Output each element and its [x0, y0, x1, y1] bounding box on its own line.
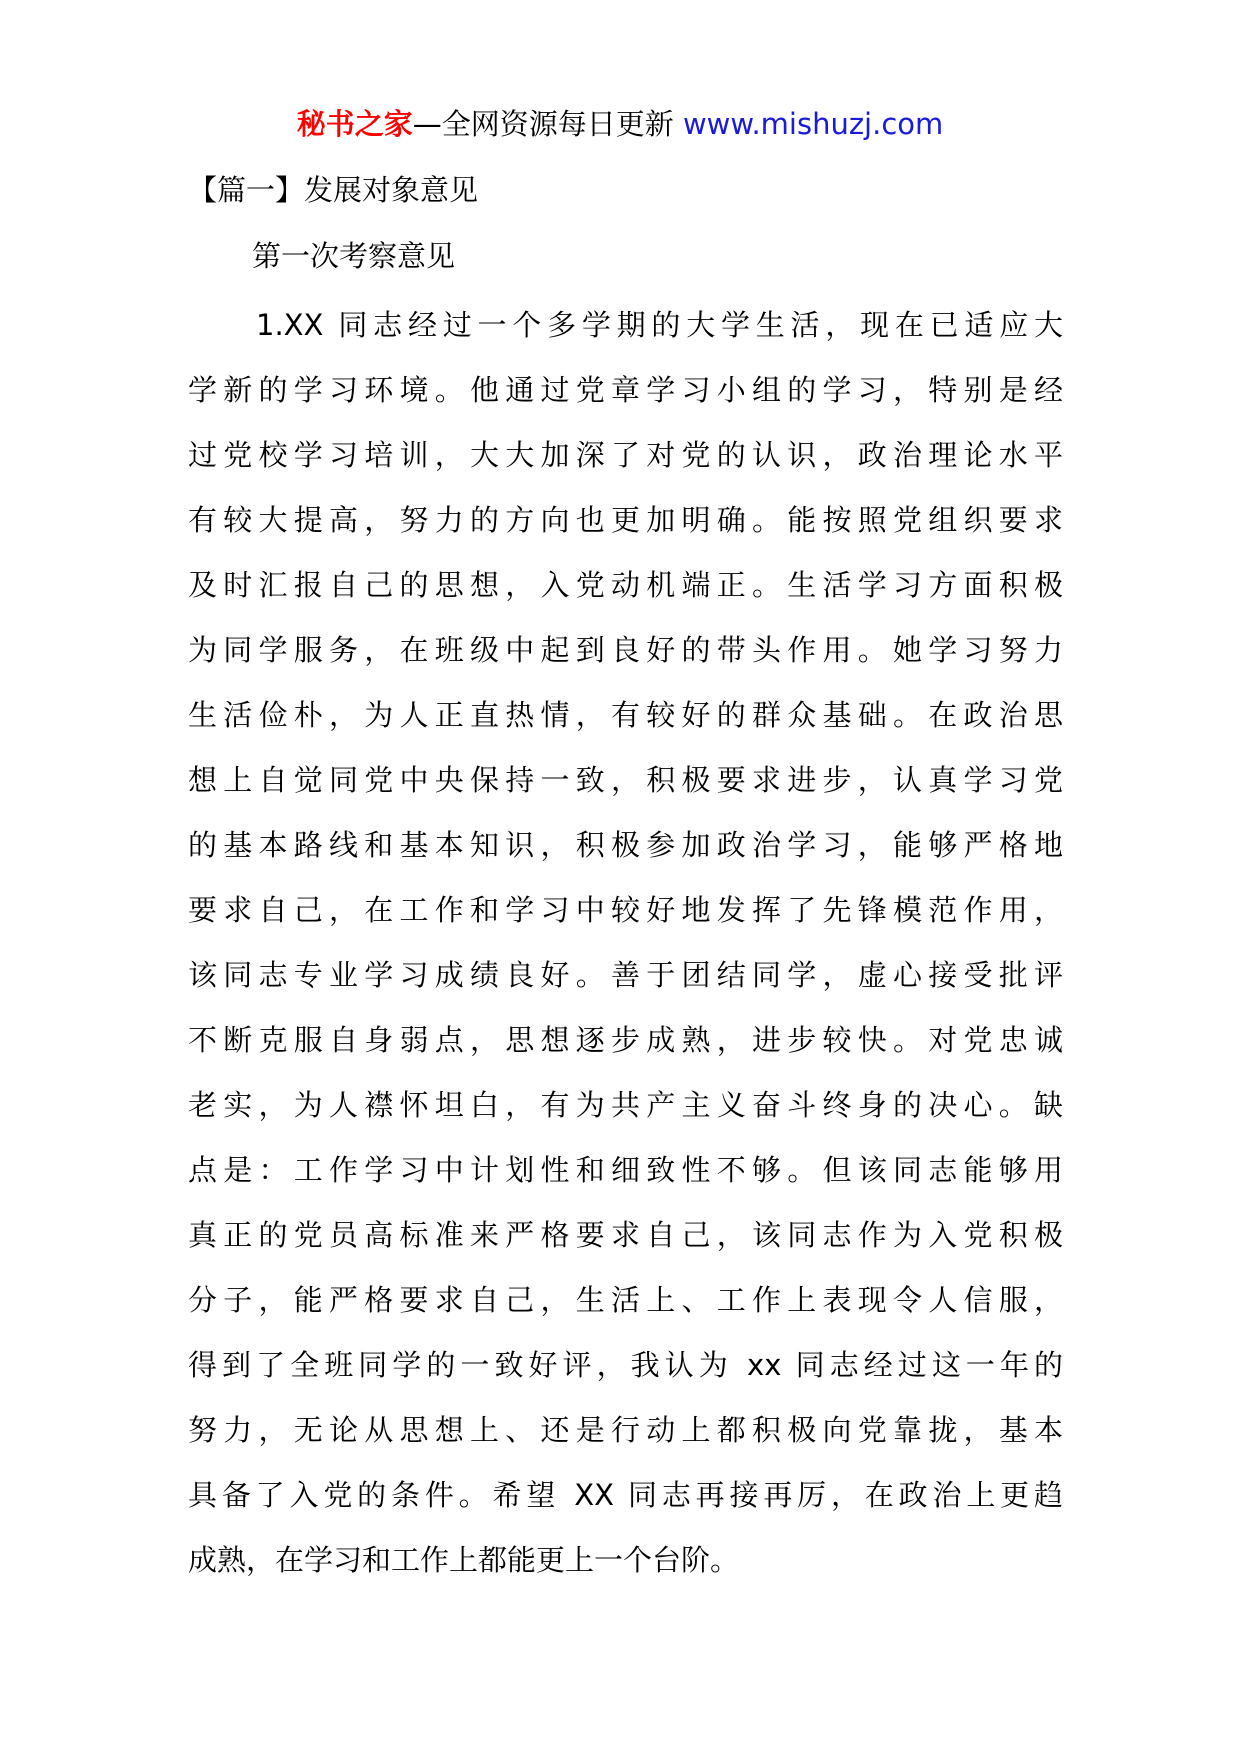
paragraph-line: 想上自觉同党中央保持一致，积极要求进步，认真学习党 [188, 763, 1063, 797]
document-heading: 【篇一】发展对象意见 [188, 173, 479, 207]
paragraph-line: 具备了入党的条件。希望 XX 同志再接再厉，在政治上更趋 [188, 1478, 1063, 1512]
body-paragraph [188, 293, 1063, 1593]
paragraph-line: 分子，能严格要求自己，生活上、工作上表现令人信服， [188, 1283, 1063, 1317]
page-header [0, 102, 1240, 146]
section-subheading: 第一次考察意见 [252, 239, 456, 273]
paragraph-line: 1.XX 同志经过一个多学期的大学生活，现在已适应大 [256, 308, 1063, 342]
paragraph-line: 及时汇报自己的思想，入党动机端正。生活学习方面积极 [188, 568, 1063, 602]
site-link[interactable]: www.mishuzj.com [682, 107, 944, 141]
paragraph-line: 成熟，在学习和工作上都能更上一个台阶。 [188, 1543, 740, 1577]
paragraph-line: 有较大提高，努力的方向也更加明确。能按照党组织要求 [188, 503, 1063, 537]
brand-name: 秘书之家 [296, 107, 413, 141]
paragraph-line: 要求自己，在工作和学习中较好地发挥了先锋模范作用， [188, 893, 1063, 927]
paragraph-line: 为同学服务，在班级中起到良好的带头作用。她学习努力 [188, 633, 1063, 667]
paragraph-line: 的基本路线和基本知识，积极参加政治学习，能够严格地 [188, 828, 1063, 862]
paragraph-line: 努力，无论从思想上、还是行动上都积极向党靠拢，基本 [188, 1413, 1063, 1447]
paragraph-line: 过党校学习培训，大大加深了对党的认识，政治理论水平 [188, 438, 1063, 472]
paragraph-line: 该同志专业学习成绩良好。善于团结同学，虚心接受批评 [188, 958, 1063, 992]
paragraph-line: 点是：工作学习中计划性和细致性不够。但该同志能够用 [188, 1153, 1063, 1187]
paragraph-line: 学新的学习环境。他通过党章学习小组的学习，特别是经 [188, 373, 1063, 407]
paragraph-line: 不断克服自身弱点，思想逐步成熟，进步较快。对党忠诚 [188, 1023, 1063, 1057]
paragraph-line: 老实，为人襟怀坦白，有为共产主义奋斗终身的决心。缺 [188, 1088, 1063, 1122]
paragraph-line: 真正的党员高标准来严格要求自己，该同志作为入党积极 [188, 1218, 1063, 1252]
header-tagline: —全网资源每日更新 [412, 107, 674, 141]
paragraph-line: 生活俭朴，为人正直热情，有较好的群众基础。在政治思 [188, 698, 1063, 732]
paragraph-line: 得到了全班同学的一致好评，我认为 xx 同志经过这一年的 [188, 1348, 1063, 1382]
